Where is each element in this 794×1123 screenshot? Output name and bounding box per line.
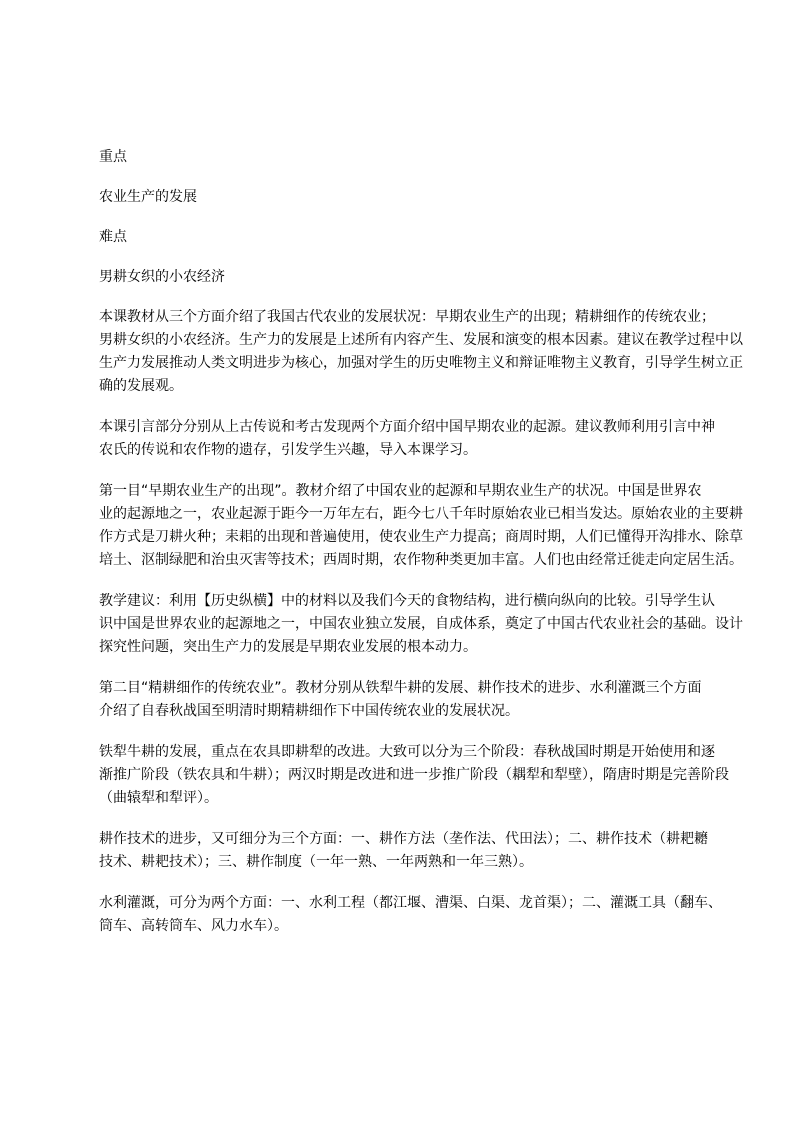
paragraph-line: 技术、耕耙技术）；三、耕作制度（一年一熟、一年两熟和一年三熟）。 bbox=[99, 854, 533, 870]
paragraph-line: 铁犁牛耕的发展，重点在农具即耕犁的改进。大致可以分为三个阶段：春秋战国时期是开始使用和逐 bbox=[99, 744, 715, 760]
paragraph-line: 本课引言部分分别从上古传说和考古发现两个方面介绍中国早期农业的起源。建议教师利用引言中神 bbox=[99, 419, 715, 435]
paragraph-line: 第一目“早期农业生产的出现”。教材介绍了中国农业的起源和早期农业生产的状况。中国是世界农 bbox=[99, 483, 702, 499]
paragraph-line: 渐推广阶段（铁农具和牛耕）；两汉时期是改进和进一步推广阶段（耦犁和犁壁），隋唐时期是完善阶段 bbox=[99, 767, 729, 783]
paragraph-line: 确的发展观。 bbox=[99, 378, 183, 394]
paragraph-line: 农氏的传说和农作物的遗存，引发学生兴趣，导入本课学习。 bbox=[99, 442, 477, 458]
paragraph-line: 培土、沤制绿肥和治虫灭害等技术；西周时期，农作物种类更加丰富。人们也由经常迁徙走向定居生活。 bbox=[99, 552, 743, 568]
key-point-text: 农业生产的发展 bbox=[99, 189, 197, 205]
paragraph-line: 探究性问题，突出生产力的发展是早期农业发展的根本动力。 bbox=[99, 639, 477, 655]
body-paragraph bbox=[75, 590, 743, 659]
body-paragraph bbox=[75, 677, 725, 723]
paragraph-line: 第二目“精耕细作的传统农业”。教材分别从铁犁牛耕的发展、耕作技术的进步、水利灌溉三个方面 bbox=[99, 680, 702, 696]
body-paragraph bbox=[75, 480, 743, 572]
paragraph-line: 作方式是刀耕火种；耒耜的出现和普遍使用，使农业生产力提高；商周时期，人们已懂得开沟排水、除草 bbox=[99, 529, 743, 545]
body-paragraph bbox=[75, 892, 725, 938]
paragraph-line: 介绍了自春秋战国至明清时期精耕细作下中国传统农业的发展状况。 bbox=[99, 703, 519, 719]
paragraph-line: （曲辕犁和犁评）。 bbox=[99, 790, 218, 806]
body-paragraph bbox=[75, 741, 729, 810]
body-paragraph bbox=[75, 416, 725, 462]
body-paragraph bbox=[75, 828, 725, 874]
paragraph-list bbox=[75, 306, 743, 938]
difficulty-label: 难点 bbox=[99, 229, 127, 245]
paragraph-line: 生产力发展推动人类文明进步为核心，加强对学生的历史唯物主义和辩证唯物主义教育，引导学生树立正 bbox=[99, 355, 743, 371]
body-paragraph bbox=[75, 306, 743, 398]
paragraph-line: 筒车、高转筒车、风力水车）。 bbox=[99, 918, 288, 934]
paragraph-line: 识中国是世界农业的起源地之一，中国农业独立发展，自成体系，奠定了中国古代农业社会的基础。设计 bbox=[99, 616, 743, 632]
paragraph-line: 本课教材从三个方面介绍了我国古代农业的发展状况：早期农业生产的出现；精耕细作的传统农业； bbox=[99, 309, 715, 325]
paragraph-line: 男耕女织的小农经济。生产力的发展是上述所有内容产生、发展和演变的根本因素。建议在教学过程中以 bbox=[99, 332, 743, 348]
document-page bbox=[75, 146, 743, 956]
paragraph-line: 水利灌溉，可分为两个方面：一、水利工程（都江堰、漕渠、白渠、龙首渠）；二、灌溉工具（翻车、 bbox=[99, 895, 722, 911]
key-point-label: 重点 bbox=[99, 149, 127, 165]
paragraph-line: 教学建议：利用【历史纵横】中的材料以及我们今天的食物结构，进行横向纵向的比较。引导学生认 bbox=[99, 593, 715, 609]
difficulty-text: 男耕女织的小农经济 bbox=[99, 269, 225, 285]
paragraph-line: 业的起源地之一，农业起源于距今一万年左右，距今七八千年时原始农业已相当发达。原始农业的主要耕 bbox=[99, 506, 743, 522]
paragraph-line: 耕作技术的进步，又可细分为三个方面：一、耕作方法（垄作法、代田法）；二、耕作技术（耕耙耱 bbox=[99, 831, 708, 847]
